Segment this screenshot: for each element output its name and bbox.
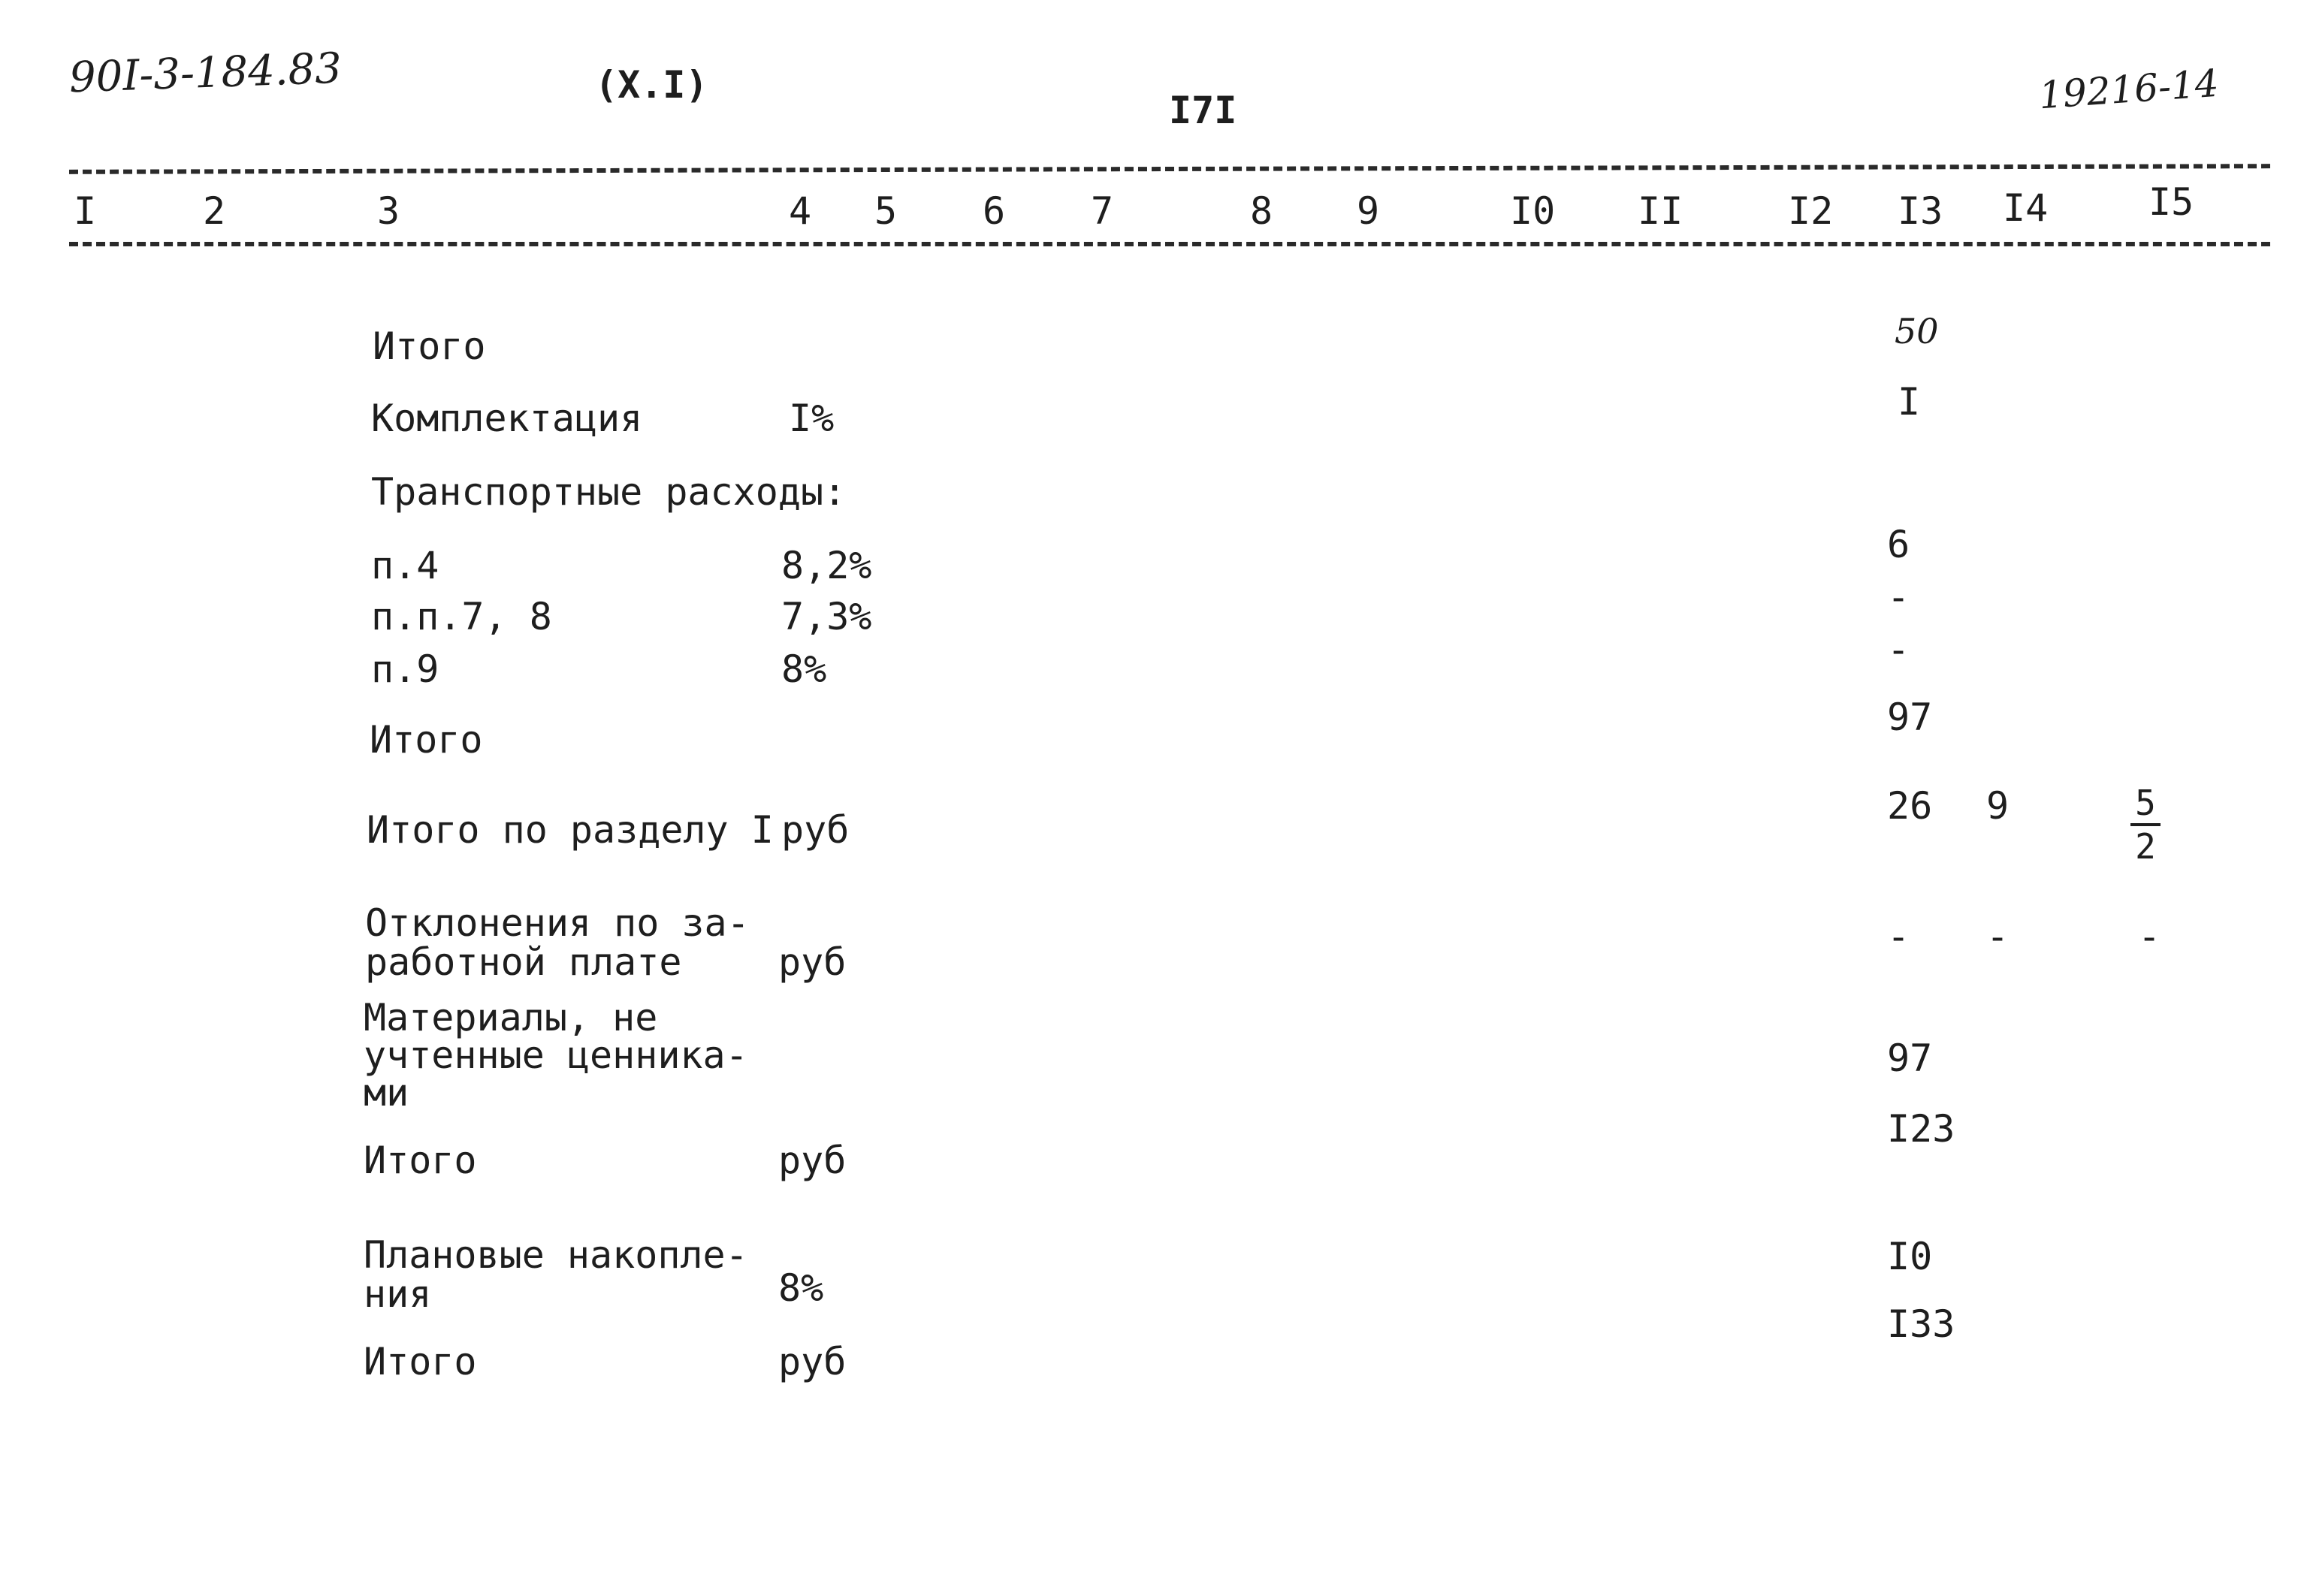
row-label: Отклонения по за- xyxy=(365,901,750,945)
column-number: 9 xyxy=(1357,189,1380,233)
row-label: Итого xyxy=(364,1340,477,1383)
page-number: I7I xyxy=(1169,89,1237,132)
col13-value: I23 xyxy=(1887,1107,1955,1151)
col13-value: 97 xyxy=(1887,695,1933,739)
column-number: 4 xyxy=(789,189,812,233)
row-unit: руб xyxy=(781,808,850,852)
column-number: 6 xyxy=(983,189,1006,233)
column-number: I0 xyxy=(1510,189,1556,233)
col13-value: 6 xyxy=(1887,523,1910,566)
fraction-denominator: 2 xyxy=(2135,826,2156,867)
col15-fraction xyxy=(2130,783,2161,867)
row-label: Транспортные расходы: xyxy=(371,470,847,514)
row-label: ния xyxy=(364,1272,432,1316)
column-number: 3 xyxy=(377,189,400,233)
row-rate: I% xyxy=(789,397,835,440)
column-number: 5 xyxy=(874,189,898,233)
header-rule-bottom xyxy=(69,242,2270,246)
row-unit: руб xyxy=(778,940,847,984)
row-label: Материалы, не xyxy=(364,996,658,1039)
column-number: II xyxy=(1638,189,1683,233)
column-number: 2 xyxy=(203,189,226,233)
row-label: Итого xyxy=(364,1139,477,1182)
row-rate: 8% xyxy=(781,647,827,691)
column-number: I4 xyxy=(2003,186,2049,230)
row-label: ми xyxy=(364,1071,409,1115)
document-code: 90I-3-184.83 xyxy=(68,44,343,103)
row-rate: 8,2% xyxy=(781,544,872,587)
column-number: I2 xyxy=(1788,189,1834,233)
col13-value: 50 xyxy=(1895,311,1939,351)
row-rate: 7,3% xyxy=(781,595,872,638)
col13-value: 26 xyxy=(1887,784,1933,828)
row-label: учтенные ценника- xyxy=(364,1033,748,1077)
col14-value: 9 xyxy=(1986,784,2010,828)
col13-value: I0 xyxy=(1887,1235,1933,1278)
col13-value: - xyxy=(1887,575,1910,619)
col13-value: - xyxy=(1887,628,1910,671)
column-number: 7 xyxy=(1091,189,1114,233)
col14-value: - xyxy=(1986,915,2010,958)
col13-value: - xyxy=(1887,915,1910,958)
row-label: п.9 xyxy=(371,647,439,691)
column-number: I xyxy=(74,189,97,233)
column-number: I3 xyxy=(1898,189,1943,233)
row-label: Комплектация xyxy=(371,397,643,440)
fraction-numerator: 5 xyxy=(2135,783,2156,823)
column-number: 8 xyxy=(1250,189,1273,233)
col15-value: - xyxy=(2138,915,2161,958)
row-label: Итого по разделу I xyxy=(367,808,774,852)
row-unit: руб xyxy=(778,1139,847,1182)
row-label: Плановые накопле- xyxy=(364,1233,748,1277)
col13-value: 97 xyxy=(1887,1036,1933,1080)
row-label: п.п.7, 8 xyxy=(371,595,552,638)
row-label: п.4 xyxy=(371,544,439,587)
row-label: Итого xyxy=(373,324,486,368)
section-label: (X.I) xyxy=(595,63,708,107)
row-rate: 8% xyxy=(778,1266,824,1310)
column-number: I5 xyxy=(2148,180,2194,224)
col13-value: I xyxy=(1898,380,1921,424)
col13-value: I33 xyxy=(1887,1302,1955,1346)
header-rule-top xyxy=(69,164,2270,174)
row-label: работной плате xyxy=(365,940,682,984)
inventory-number: 19216-14 xyxy=(2037,61,2221,118)
row-unit: руб xyxy=(778,1340,847,1383)
row-label: Итого xyxy=(370,718,483,762)
